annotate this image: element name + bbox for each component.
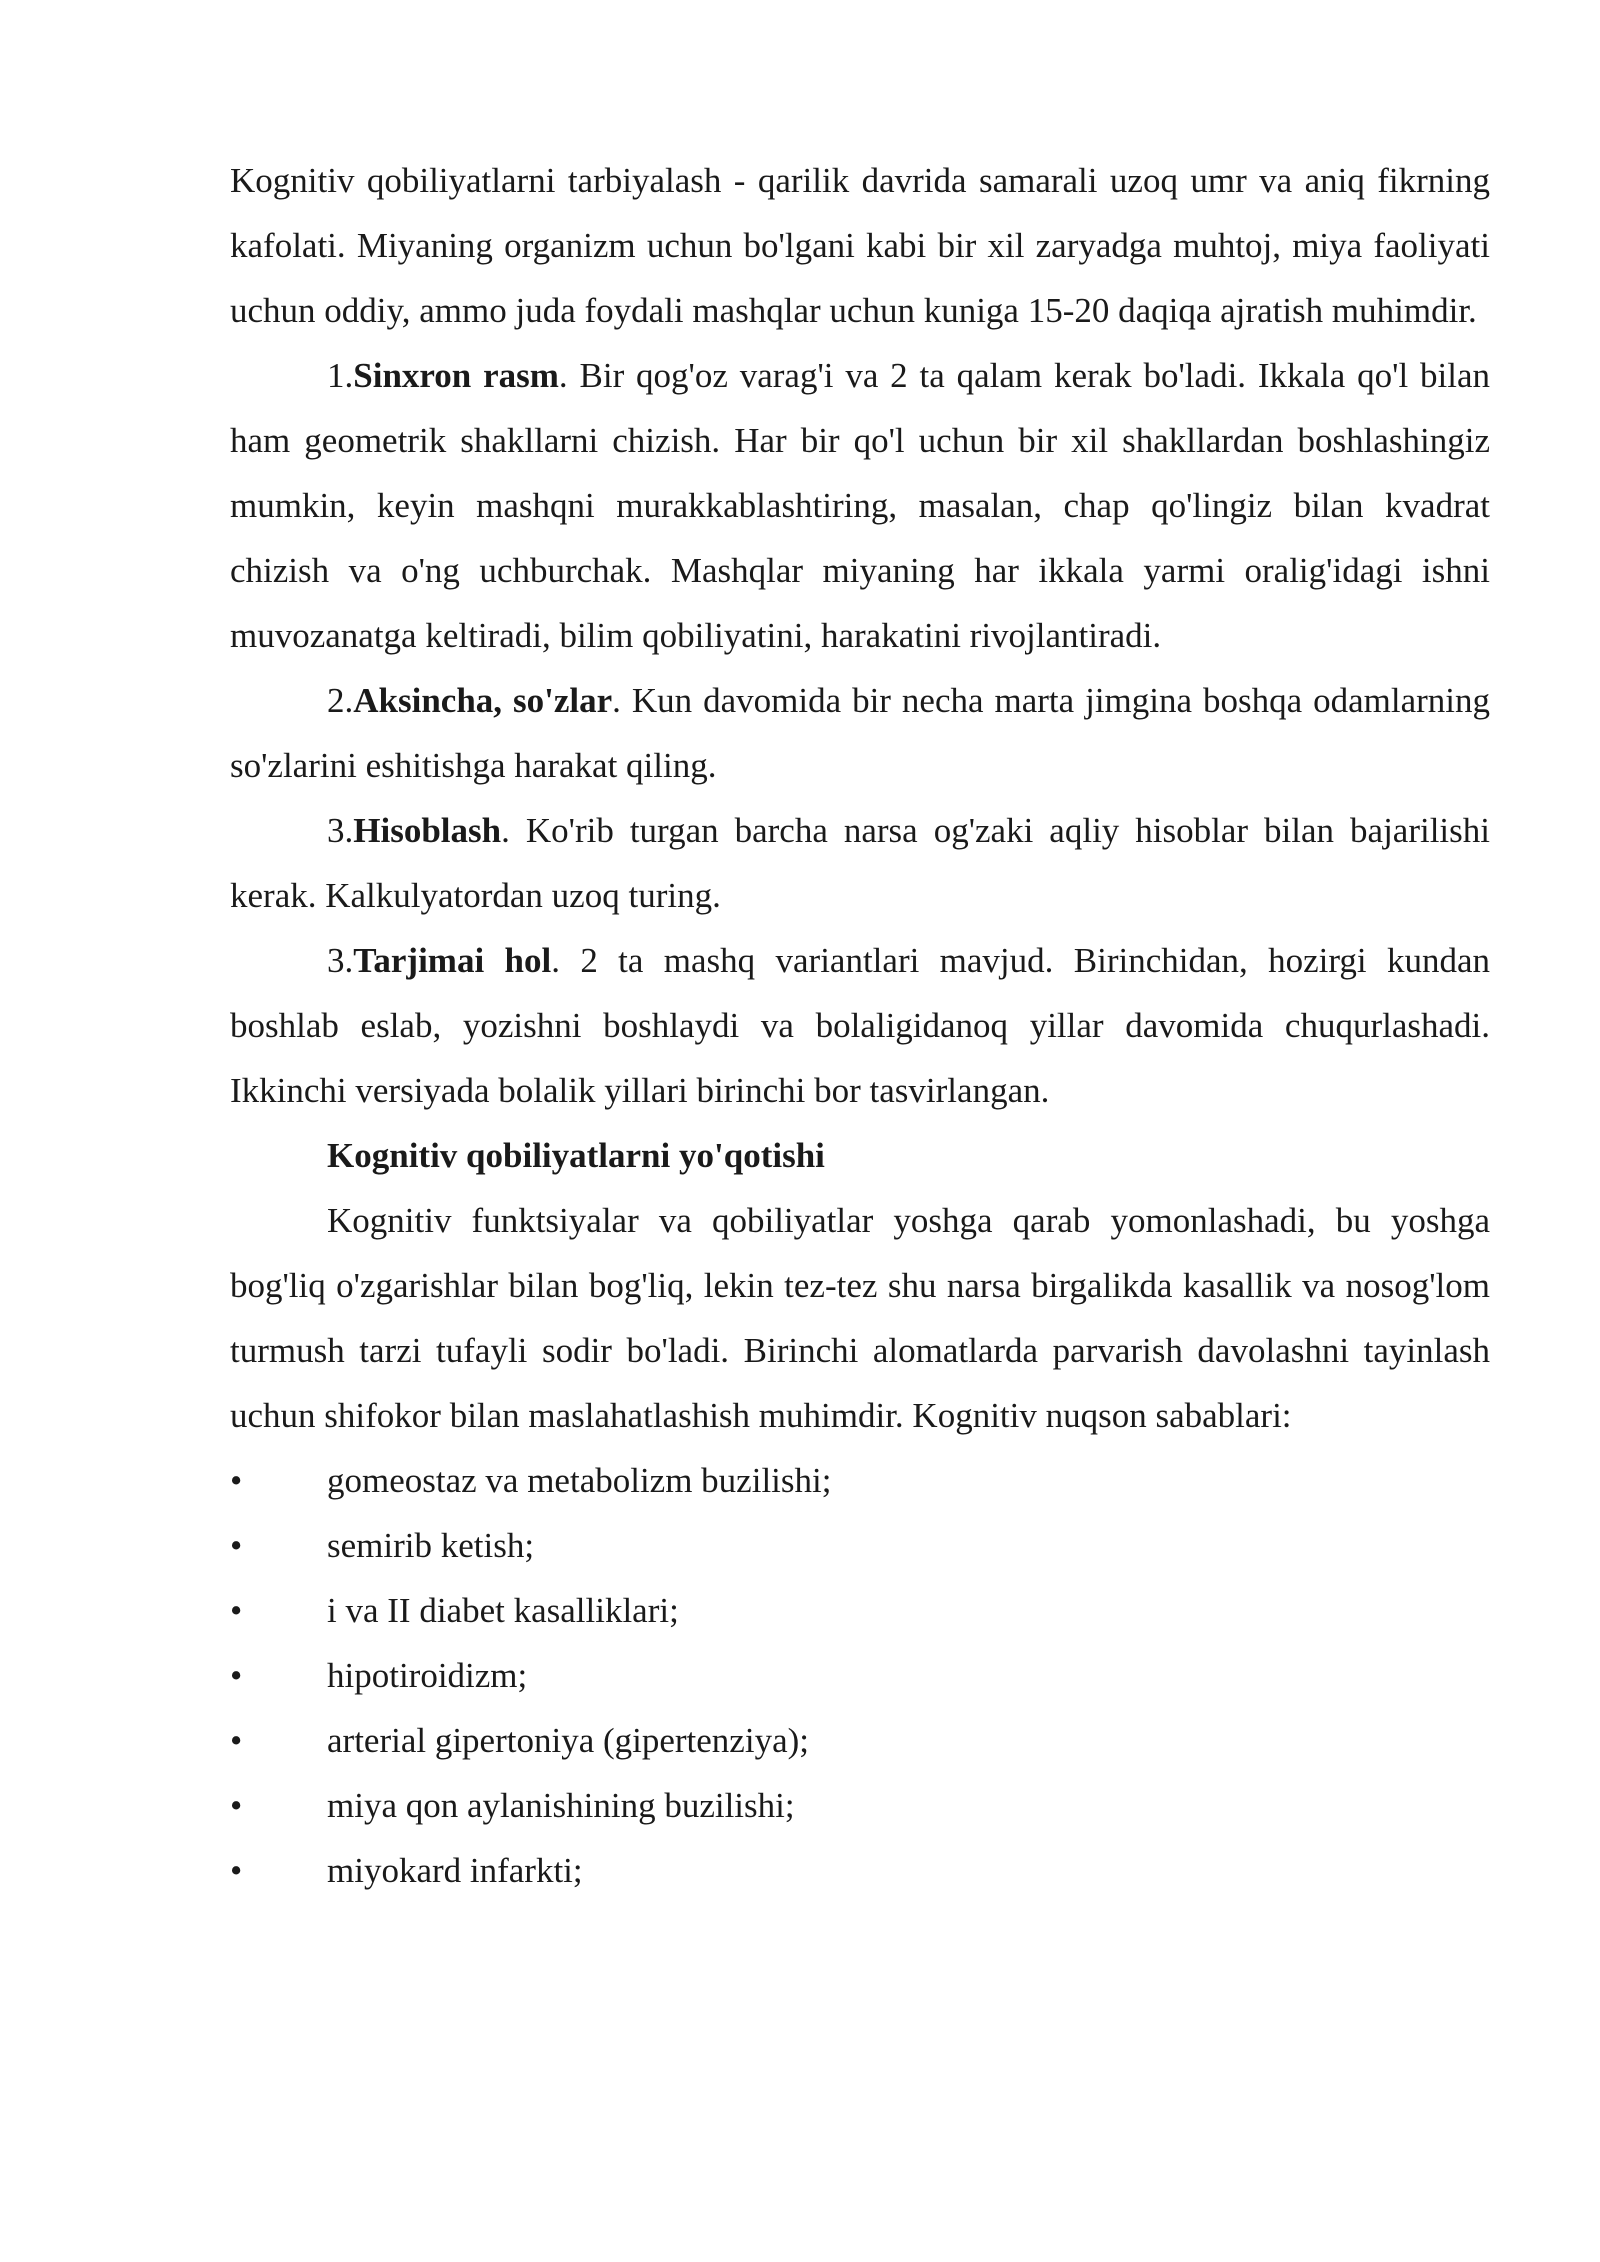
intro-paragraph: Kognitiv qobiliyatlarni tarbiyalash - qarilik davrida samarali uzoq umr va aniq fikrning kafolati. Miyaning organizm uchun bo'lgani kabi bir xil zaryadga muhtoj, miya faoliyati uchun oddiy, ammo juda foydali mashqlar uchun kuniga 15-20 daqiqa ajratish muhimdir. <box>230 161 1490 330</box>
exercise-text: . 2 ta mashq variantlari mavjud. Birinchidan, hozirgi kundan boshlab eslab, yozishni boshlaydi va bolaligidanoq yillar davomida chuqurlashadi. Ikkinchi versiyada bolalik yillari birinchi bor tasvirlangan. <box>230 941 1490 1110</box>
exercise-number: 1. <box>327 356 354 395</box>
exercise-title: Sinxron rasm <box>353 356 559 395</box>
list-item <box>230 1513 1490 1578</box>
list-item <box>230 1708 1490 1773</box>
list-item-text: arterial gipertoniya (gipertenziya); <box>327 1721 809 1760</box>
exercise-title: Hisoblash <box>353 811 502 850</box>
section-heading: Kognitiv qobiliyatlarni yo'qotishi <box>327 1136 825 1175</box>
list-item-text: miya qon aylanishining buzilishi; <box>327 1786 795 1825</box>
list-item <box>230 1838 1490 1903</box>
list-item-text: hipotiroidizm; <box>327 1656 528 1695</box>
bullet-icon: • <box>230 1656 243 1695</box>
bullet-icon: • <box>230 1526 243 1565</box>
bullet-icon: • <box>230 1461 243 1500</box>
list-item <box>230 1643 1490 1708</box>
exercise-title: Tarjimai hol <box>353 941 552 980</box>
list-item <box>230 1448 1490 1513</box>
exercise-number: 3. <box>327 941 354 980</box>
exercise-text: . Ko'rib turgan barcha narsa og'zaki aqliy hisoblar bilan bajarilishi kerak. Kalkulyatordan uzoq turing. <box>230 811 1490 915</box>
exercise-paragraph <box>230 928 1490 1123</box>
bullet-icon: • <box>230 1721 243 1760</box>
exercise-paragraph <box>230 343 1490 668</box>
list-item-text: gomeostaz va metabolizm buzilishi; <box>327 1461 832 1500</box>
bullet-icon: • <box>230 1851 243 1890</box>
exercise-number: 3. <box>327 811 354 850</box>
list-item-text: i va II diabet kasalliklari; <box>327 1591 679 1630</box>
list-item-text: semirib ketish; <box>327 1526 535 1565</box>
list-item-text: miyokard infarkti; <box>327 1851 583 1890</box>
exercise-number: 2. <box>327 681 354 720</box>
exercise-paragraph <box>230 668 1490 798</box>
section-paragraph: Kognitiv funktsiyalar va qobiliyatlar yoshga qarab yomonlashadi, bu yoshga bog'liq o'zgarishlar bilan bog'liq, lekin tez-tez shu narsa birgalikda kasallik va nosog'lom turmush tarzi tufayli sodir bo'ladi. Birinchi alomatlarda parvarish davolashni tayinlash uchun shifokor bilan maslahatlashish muhimdir. Kognitiv nuqson sabablari: <box>230 1201 1490 1435</box>
bullet-icon: • <box>230 1591 243 1630</box>
document-page <box>230 148 1490 1903</box>
exercise-paragraph <box>230 798 1490 928</box>
causes-list <box>230 1448 1490 1903</box>
list-item <box>230 1578 1490 1643</box>
exercise-text: . Kun davomida bir necha marta jimgina boshqa odamlarning so'zlarini eshitishga harakat qiling. <box>230 681 1490 785</box>
list-item <box>230 1773 1490 1838</box>
bullet-icon: • <box>230 1786 243 1825</box>
exercise-title: Aksincha, so'zlar <box>353 681 613 720</box>
exercise-text: . Bir qog'oz varag'i va 2 ta qalam kerak bo'ladi. Ikkala qo'l bilan ham geometrik shakllarni chizish. Har bir qo'l uchun bir xil shakllardan boshlashingiz mumkin, keyin mashqni murakkablashtiring, masalan, chap qo'lingiz bilan kvadrat chizish va o'ng uchburchak. Mashqlar miyaning har ikkala yarmi oralig'idagi ishni muvozanatga keltiradi, bilim qobiliyatini, harakatini rivojlantiradi. <box>230 356 1490 655</box>
